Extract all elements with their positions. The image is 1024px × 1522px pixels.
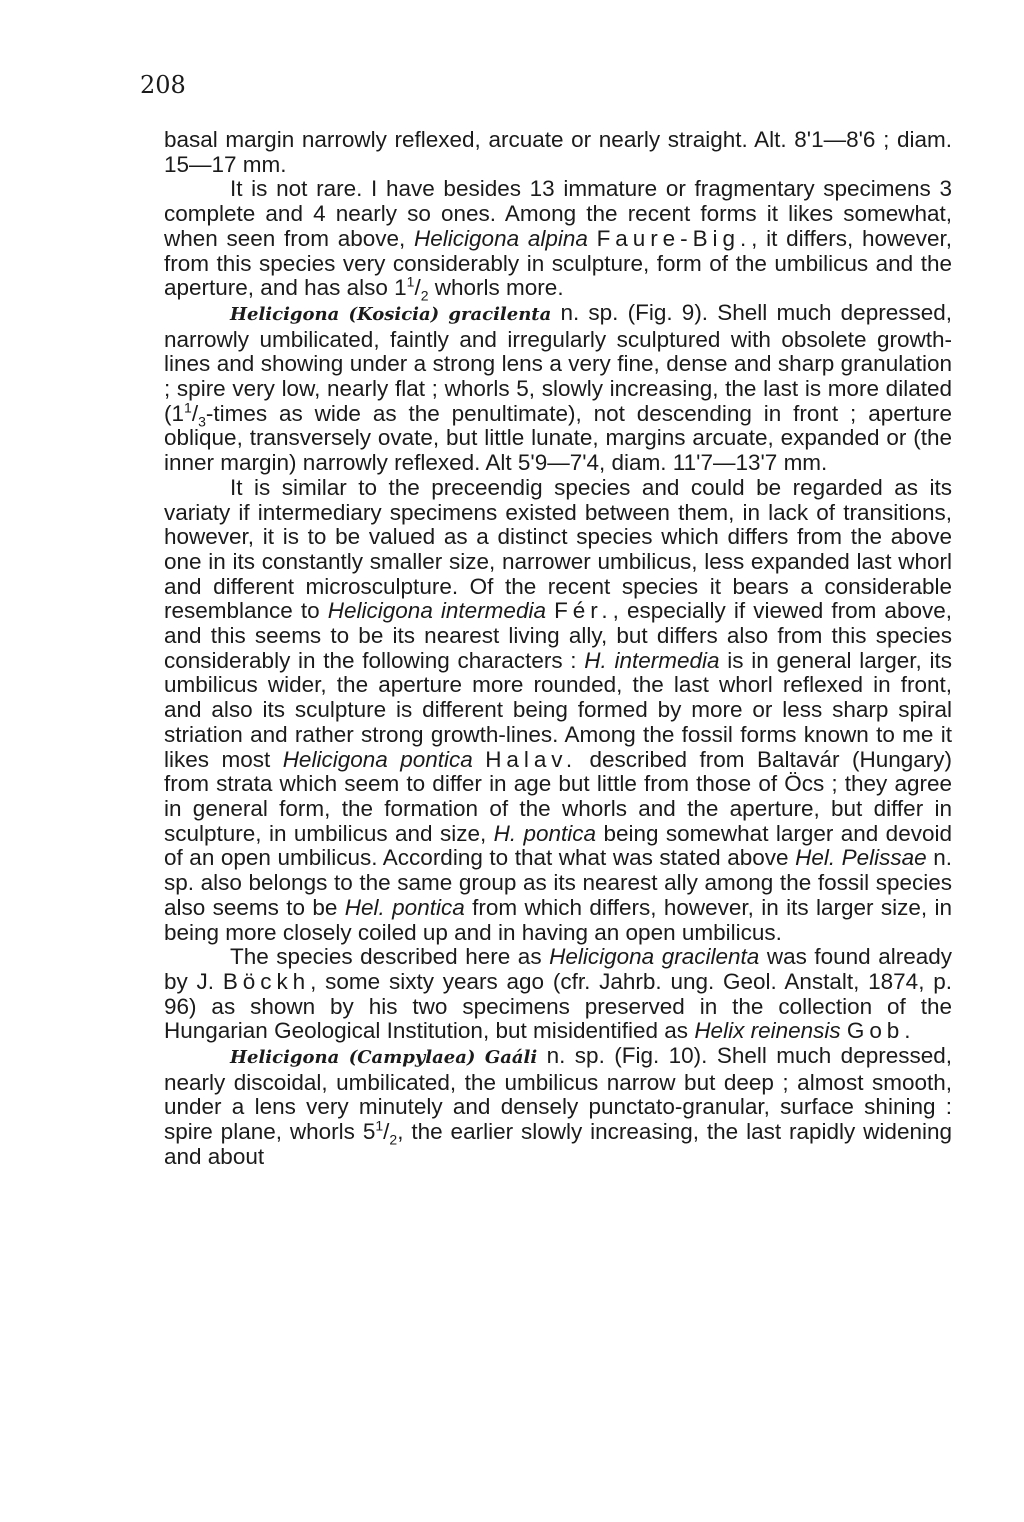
fraction-denominator: 3 [198, 413, 206, 430]
text: n. sp. also belongs to the same group as its nearest ally among the fossil species also seems to be [164, 845, 952, 920]
author-name: Halav. [485, 746, 578, 772]
text: , it differs, however, from this species very considerably in sculpture, form of the umbilicus and the aperture, and has also 1 [164, 225, 952, 301]
fraction-numerator: 1 [375, 1117, 384, 1134]
text: basal margin narrowly reflexed, arcuate or nearly straight. Alt. 8'1—8'6 ; diam. 15—17 mm. [164, 127, 952, 177]
paragraph-gaali-description [164, 1044, 952, 1170]
fraction-slash: / [383, 1119, 390, 1145]
species-name: Hel. Pelissae [795, 845, 927, 871]
text [473, 747, 485, 772]
text: n. sp. (Fig. 9). Shell much depressed, narrowly umbilicated, faintly and irregularly sculptured with obsolete growth-lines and showing under a strong lens a very fine, dense and sharp granulation ; spire very low, nearly flat ; whorls 5, slowly increasing, the last is more dilated (1 [164, 299, 952, 426]
text: whorls more. [428, 275, 564, 301]
text: The species described here as [230, 944, 550, 970]
text: described from Baltavár (Hungary) from strata which seem to differ in age but little from those of Öcs ; they agree in general form, the formation of the whorls and the aperture, but differ in sculpture, in umbilicus and size, [164, 746, 952, 846]
species-heading: Helicigona (Kosicia) gracilenta [230, 303, 552, 325]
text: , some sixty years ago (cfr. Jahrb. ung. Geol. Anstalt, 1874, p. 96) as shown by his two specimens preserved in the collection of the Hungarian Geological Institution, but misidentified as [164, 968, 952, 1044]
text: n. sp. (Fig. 10). Shell much depressed, nearly discoidal, umbilicated, the umbilicus narrow but deep ; almost smooth, under a lens very minutely and densely punctato-granular, surface shining : spire plane, whorls 5 [164, 1043, 953, 1145]
species-name: Helix reinensis [694, 1018, 841, 1044]
text: from which differs, however, in its larger size, in being more closely coiled up and in having an open umbilicus. [164, 894, 952, 945]
body-text [164, 128, 952, 1170]
species-name: H. intermedia [584, 647, 720, 673]
fraction-numerator: 1 [184, 399, 192, 416]
species-name: Helicigona alpina [414, 225, 588, 251]
fraction-numerator: 1 [406, 273, 415, 290]
fraction-slash: / [191, 400, 199, 426]
text: is in general larger, its umbilicus wider, the aperture more rounded, the last whorl reflexed in front, and also its sculpture is different being formed by more or less sharp spiral striation and rather strong growth-lines. Among the fossil forms known to me it likes most [164, 647, 952, 772]
text: was found already by J. [164, 944, 953, 994]
text: , the earlier slowly increasing, the last rapidly widening and about [164, 1119, 952, 1169]
text: It is similar to the preceendig species and could be regarded as its variaty if intermediary specimens existed between them, in lack of transitions, however, it is to be valued as a distinct species which differs from the above one in its constantly smaller size, narrower umbilicus, less expanded last whorl and different microsculpture. Of the recent species it bears a considerable resemblance to [164, 474, 952, 624]
text [588, 226, 597, 251]
species-name: Helicigona intermedia [327, 598, 546, 624]
species-name: H. pontica [493, 820, 597, 846]
fraction-denominator: 2 [420, 287, 429, 304]
author-name: Böckh [222, 968, 311, 994]
paragraph-bockh-finding [164, 945, 952, 1044]
species-name: Helicigona gracilenta [549, 944, 760, 970]
paragraph-basal-margin [164, 128, 952, 177]
text: being somewhat larger and devoid of an open umbilicus. According to that what was stated above [164, 820, 952, 871]
paragraph-gracilenta-description [164, 301, 952, 476]
species-name: Hel. pontica [344, 894, 465, 920]
author-name: Gob. [846, 1018, 916, 1044]
paragraph-comparison [164, 476, 952, 945]
text: It is not rare. I have besides 13 immature or fragmentary specimens 3 complete and 4 nearly so ones. Among the recent forms it likes somewhat, when seen from above, [164, 176, 952, 251]
fraction-denominator: 2 [389, 1131, 398, 1148]
species-heading: Helicigona (Campylaea) Gaáli [230, 1047, 538, 1069]
author-name: Fér. [554, 598, 613, 624]
species-name: Helicigona pontica [282, 746, 473, 772]
fraction-slash: / [414, 275, 421, 301]
paragraph-not-rare [164, 176, 952, 304]
author-name: Faure-Big. [596, 225, 752, 251]
page-number: 208 [140, 71, 186, 99]
text [546, 598, 554, 623]
text: , especially if viewed from above, and this seems to be its nearest living ally, but differs also from this species considerably in the following characters : [164, 598, 952, 673]
text: -times as wide as the penultimate), not descending in front ; aperture oblique, transversely ovate, but little lunate, margins arcuate, expanded or (the inner margin) narrowly reflexed. Alt 5'9—7'4, diam. 11'7—13'7 mm. [164, 400, 952, 476]
